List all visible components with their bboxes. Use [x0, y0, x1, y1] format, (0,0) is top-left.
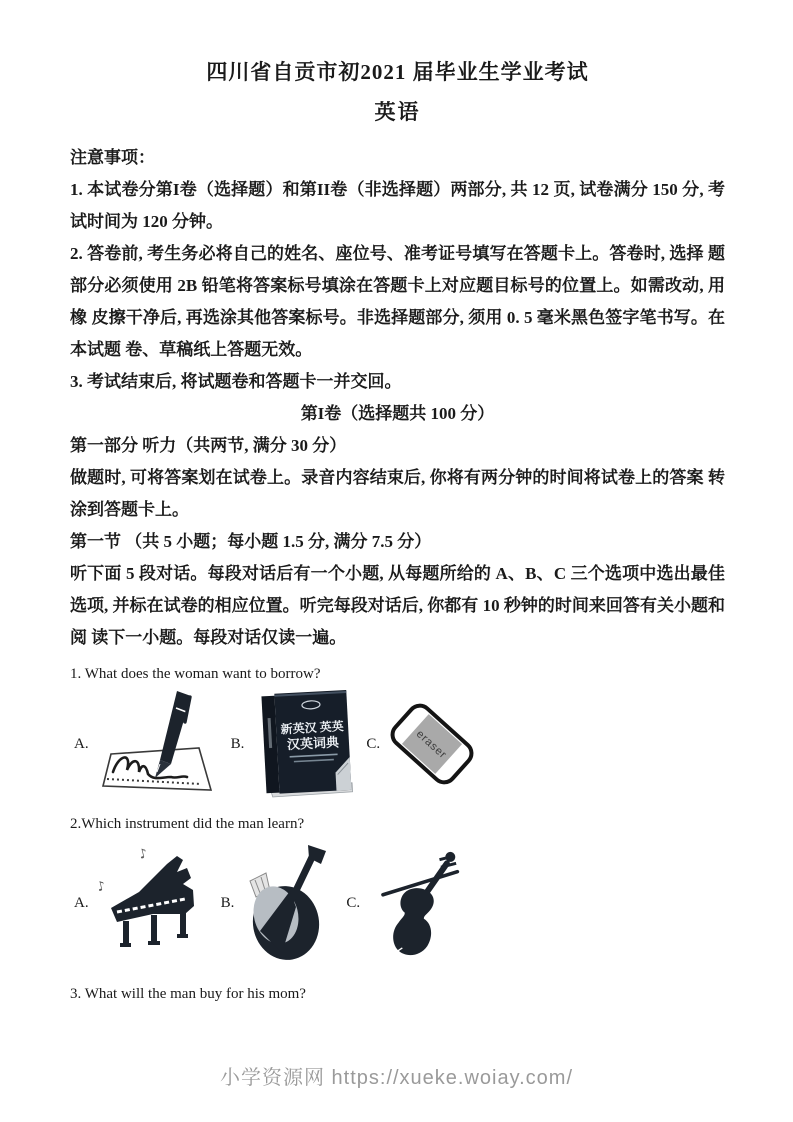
question-2-options-row — [70, 838, 725, 968]
dictionary-cover-line2: 汉英词典 — [286, 734, 340, 753]
notice-heading: 注意事项： — [70, 148, 155, 167]
music-note-icon: ♪ — [137, 846, 149, 863]
question-3-text: 3. What will the man buy for his mom? — [70, 986, 306, 1002]
violin-icon — [374, 838, 460, 968]
watermark-footer: 小学资源网 https://xueke.woiay.com/ — [219, 1067, 574, 1089]
question-2-text: 2.Which instrument did the man learn? — [70, 816, 305, 832]
notice-item-1: 1. 本试卷分第I卷（选择题）和第II卷（非选择题）两部分, 共 12 页, 试卷满分 150 分, 考试时间为 120 分钟。 — [70, 180, 725, 231]
grand-piano-icon — [93, 844, 211, 962]
dictionary-icon — [258, 688, 360, 800]
pipa-lute-icon — [242, 843, 334, 963]
q1-option-b-label: B. — [230, 735, 245, 752]
page-title: 四川省自贡市初2021 届毕业生学业考试 — [206, 60, 589, 84]
eraser-icon — [388, 692, 476, 796]
question-1-text: 1. What does the woman want to borrow? — [70, 666, 321, 682]
node-heading: 第一节 （共 5 小题；每小题 1.5 分, 满分 7.5 分） — [70, 532, 432, 551]
q1-option-a-label: A. — [74, 735, 89, 752]
pen-writing-on-paper-icon — [97, 688, 217, 800]
part-instructions: 做题时, 可将答案划在试卷上。录音内容结束后, 你将有两分钟的时间将试卷上的答案 转涂到答题卡上。 — [70, 468, 725, 519]
q2-option-b-label: B. — [220, 894, 235, 911]
node-instructions: 听下面 5 段对话。每段对话后有一个小题, 从每题所给的 A、B、C 三个选项中选出最佳 选项, 并标在试卷的相应位置。听完每段对话后, 你都有 10 秒钟的时间来回答有关小题和阅 读下一小题。每段对话仅读一遍。 — [70, 564, 725, 647]
dictionary-cover-line1: 新英汉 英英 — [280, 719, 345, 737]
q1-option-c-label: C. — [366, 735, 381, 752]
question-1-options-row — [70, 688, 725, 800]
notice-item-3: 3. 考试结束后, 将试题卷和答题卡一并交回。 — [70, 372, 402, 391]
music-note-icon: ♪ — [95, 878, 107, 896]
q2-option-c-label: C. — [346, 894, 361, 911]
notice-item-2: 2. 答卷前, 考生务必将自己的姓名、座位号、准考证号填写在答题卡上。答卷时, 选择 题部分必须使用 2B 铅笔将答案标号填涂在答题卡上对应题目标号的位置上。如需改动, 用橡 皮擦干净后, 再选涂其他答案标号。非选择题部分, 须用 0. 5 毫米黑色签字笔书写。在本试题 卷、草稿纸上答题无效。 — [70, 244, 725, 359]
eraser-label: eraser — [413, 728, 450, 762]
subject-title: 英语 — [374, 100, 421, 124]
part-heading: 第一部分 听力（共两节, 满分 30 分） — [70, 436, 347, 455]
q2-option-a-label: A. — [74, 894, 89, 911]
volume-heading: 第I卷（选择题共 100 分） — [300, 404, 495, 423]
